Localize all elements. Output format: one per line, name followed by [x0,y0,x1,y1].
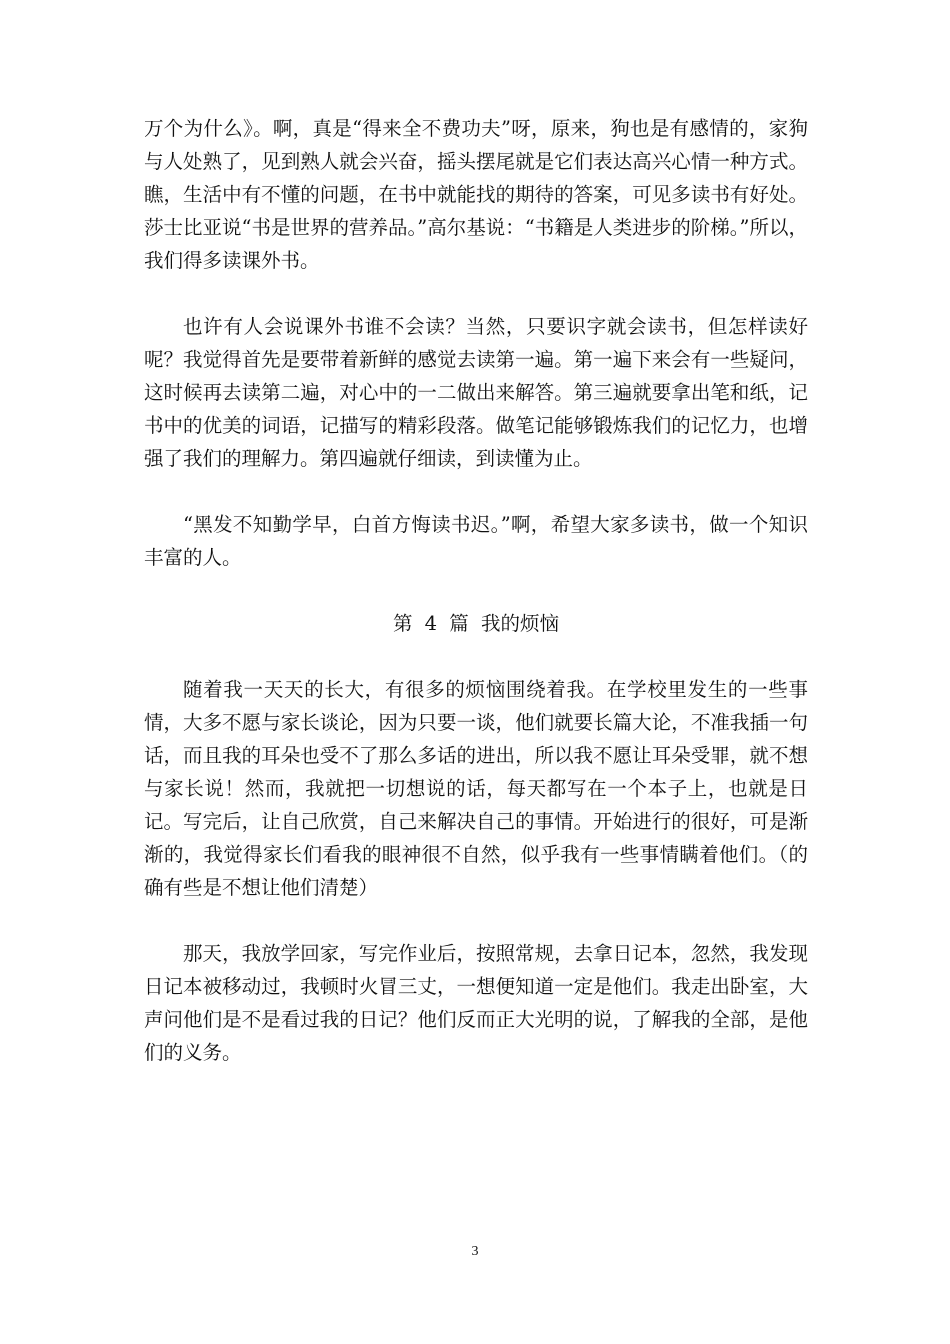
section-heading: 第 4 篇 我的烦恼 [392,612,559,635]
paragraph-troubles: 随着我一天天的长大，有很多的烦恼围绕着我。在学校里发生的一些事情，大多不愿与家长谈论，因为只要一谈，他们就要长篇大论，不准我插一句话，而且我的耳朵也受不了那么多话的进出，所以我不愿让耳朵受罪，就不想与家长说！然而，我就把一切想说的话，每天都写在一个本子上，也就是日记。写完后，让自己欣赏，自己来解决自己的事情。开始进行的很好，可是渐渐的，我觉得家长们看我的眼神很不自然，似乎我有一些事情瞒着他们。（的确有些是不想让他们清楚） [144,678,808,899]
paragraph-continued: 万个为什么》。啊，真是“得来全不费功夫”呀，原来，狗也是有感情的，家狗与人处熟了，见到熟人就会兴奋，摇头摆尾就是它们表达高兴心情一种方式。瞧，生活中有不懂的问题，在书中就能找的期待的答案，可见多读书有好处。莎士比亚说“书是世界的营养品。”高尔基说：“书籍是人类进步的阶梯。”所以，我们得多读课外书。 [144,117,808,272]
paragraph-that-day: 那天，我放学回家，写完作业后，按照常规，去拿日记本，忽然，我发现日记本被移动过，我顿时火冒三丈，一想便知道一定是他们。我走出卧室，大声问他们是不是看过我的日记？他们反而正大光明的说，了解我的全部，是他们的义务。 [144,942,808,1064]
page-content [144,112,808,1069]
paragraph-conclusion: “黑发不知勤学早，白首方悔读书迟。”啊，希望大家多读书，做一个知识丰富的人。 [144,513,808,569]
page-number: 3 [471,1244,479,1259]
paragraph-reading-method: 也许有人会说课外书谁不会读？当然，只要识字就会读书，但怎样读好呢？我觉得首先是要带着新鲜的感觉去读第一遍。第一遍下来会有一些疑问，这时候再去读第二遍，对心中的一二做出来解答。第三遍就要拿出笔和纸，记书中的优美的词语，记描写的精彩段落。做笔记能够锻炼我们的记忆力，也增强了我们的理解力。第四遍就仔细读，到读懂为止。 [144,315,808,470]
